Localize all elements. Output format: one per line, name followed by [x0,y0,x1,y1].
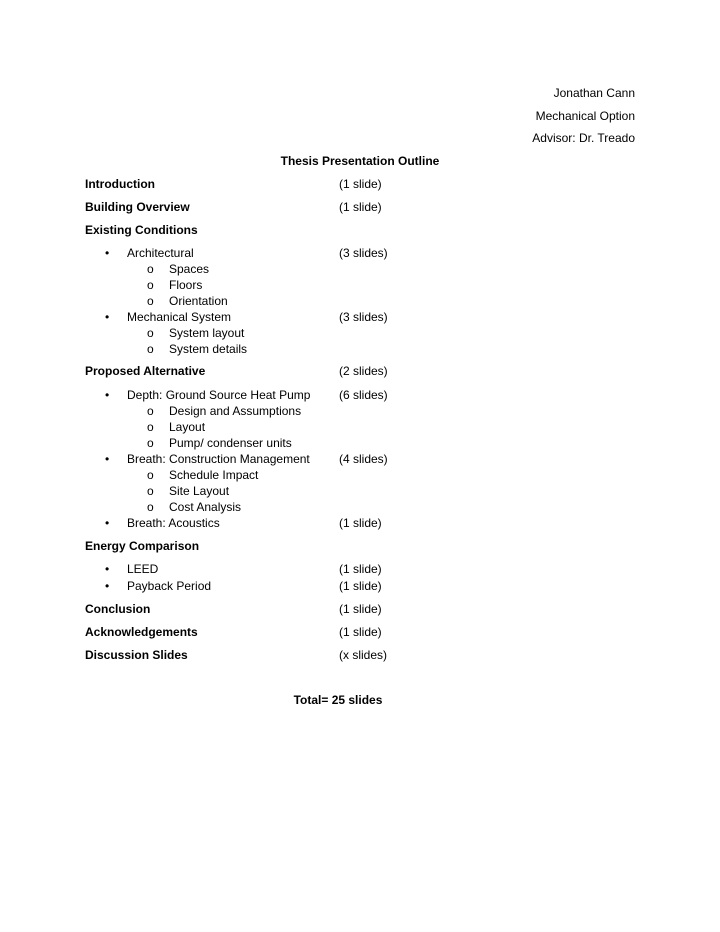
item-depth-gshp: Depth: Ground Source Heat Pump [127,388,311,402]
sub-item: Site Layout [169,484,230,498]
sub-bullet-icon: o [147,420,154,434]
item-mechanical-system: Mechanical System [127,310,232,324]
bullet-icon: • [105,516,110,530]
section-energy-comparison: Energy Comparison [85,539,200,553]
bullet-icon: • [105,579,110,593]
sub-bullet-icon: o [147,294,154,308]
slide-count: (4 slides) [339,452,388,466]
sub-item: System layout [169,326,245,340]
sub-bullet-icon: o [147,326,154,340]
slide-count: (6 slides) [339,388,388,402]
section-acknowledgements: Acknowledgements [85,625,198,639]
sub-item: Schedule Impact [169,468,259,482]
slide-count: (x slides) [339,648,388,662]
sub-item: Cost Analysis [169,500,242,514]
item-architectural: Architectural [127,246,194,260]
section-conclusion: Conclusion [85,602,151,616]
sub-bullet-icon: o [147,484,154,498]
bullet-icon: • [105,452,110,466]
slide-count: (1 slide) [339,602,382,616]
sub-bullet-icon: o [147,342,154,356]
item-breath-acoustics: Breath: Acoustics [127,516,220,530]
section-building-overview: Building Overview [85,200,190,214]
bullet-icon: • [105,310,110,324]
slide-count: (1 slide) [339,200,382,214]
slide-count: (1 slide) [339,579,382,593]
sub-bullet-icon: o [147,436,154,450]
bullet-icon: • [105,246,110,260]
item-leed: LEED [127,562,159,576]
slide-count: (1 slide) [339,562,382,576]
slide-count: (3 slides) [339,246,388,260]
slide-count: (1 slide) [339,516,382,530]
sub-bullet-icon: o [147,262,154,276]
sub-bullet-icon: o [147,278,154,292]
author-advisor: Advisor: Dr. Treado [532,131,635,145]
author-name: Jonathan Cann [553,86,635,100]
author-option: Mechanical Option [535,109,635,123]
sub-item: Design and Assumptions [169,404,302,418]
sub-item: Layout [169,420,206,434]
sub-bullet-icon: o [147,500,154,514]
section-proposed-alternative: Proposed Alternative [85,364,206,378]
sub-item: System details [169,342,248,356]
sub-item: Pump/ condenser units [169,436,292,450]
slide-count: (1 slide) [339,177,382,191]
total-slides: Total= 25 slides [293,693,383,707]
bullet-icon: • [105,562,110,576]
document-title: Thesis Presentation Outline [280,154,440,168]
bullet-icon: • [105,388,110,402]
section-introduction: Introduction [85,177,155,191]
item-payback-period: Payback Period [127,579,212,593]
section-existing-conditions: Existing Conditions [85,223,198,237]
sub-item: Orientation [169,294,228,308]
sub-item: Spaces [169,262,210,276]
sub-item: Floors [169,278,203,292]
sub-bullet-icon: o [147,404,154,418]
slide-count: (3 slides) [339,310,388,324]
section-discussion-slides: Discussion Slides [85,648,188,662]
item-breath-construction: Breath: Construction Management [127,452,310,466]
slide-count: (2 slides) [339,364,388,378]
slide-count: (1 slide) [339,625,382,639]
sub-bullet-icon: o [147,468,154,482]
